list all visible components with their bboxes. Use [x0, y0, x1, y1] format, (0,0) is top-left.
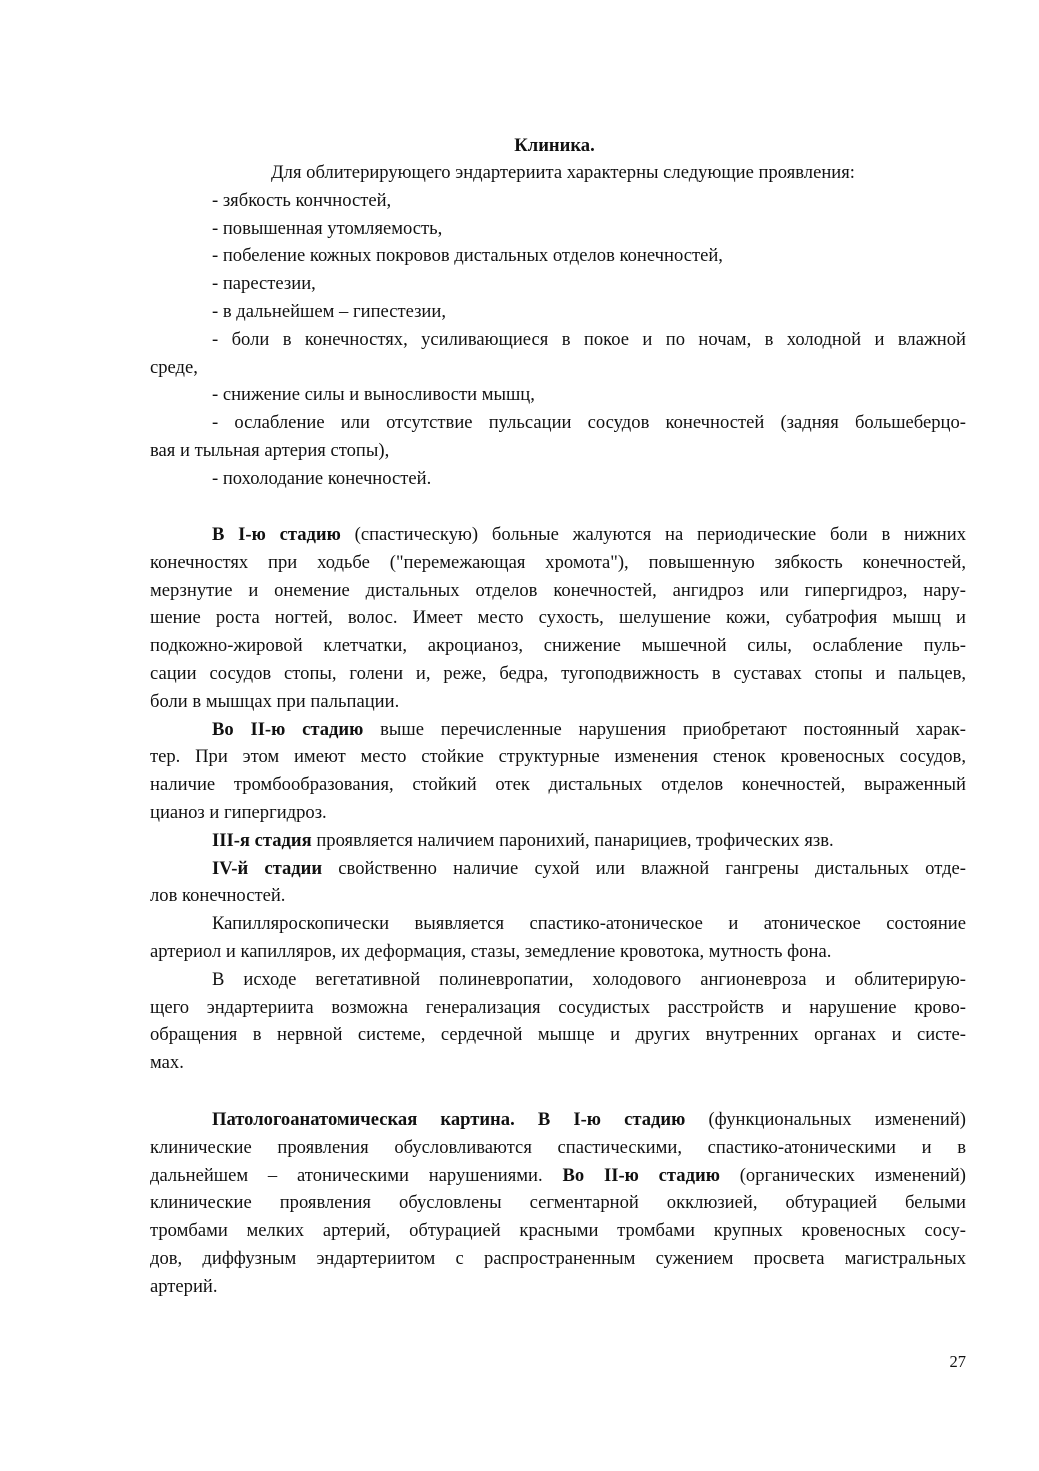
paragraph-line: цианоз и гипергидроз.: [150, 801, 327, 823]
paragraph-line: дальнейшем – атоническими нарушениями. Во II-ю стадию (органических изменений): [150, 1164, 967, 1186]
paragraph-line: подкожно-жировой клетчатки, акроцианоз, снижение мышечной силы, ослабление пуль-: [150, 635, 966, 657]
stage4-paragraph-start: IV-й стадии свойственно наличие сухой или влажной гангрены дистальных отде-: [212, 857, 966, 879]
stages-block: [150, 521, 966, 1077]
list-item: - ослабление или отсутствие пульсации сосудов конечностей (задняя большеберцо-: [212, 412, 966, 434]
paragraph-line: мах.: [150, 1052, 184, 1074]
paragraph-line: тер. При этом имеют место стойкие структурные изменения стенок кровеносных сосудов,: [150, 746, 966, 768]
paragraph-line: боли в мышцах при пальпации.: [150, 690, 400, 712]
capillaroscopy-paragraph: Капилляроскопически выявляется спастико-атоническое и атоническое состояние: [212, 913, 966, 935]
list-item: - боли в конечностях, усиливающиеся в покое и по ночам, в холодной и влажной: [212, 328, 966, 350]
paragraph-line: артерий.: [150, 1275, 218, 1297]
list-item: - снижение силы и выносливости мышц,: [212, 384, 535, 406]
list-item: - побеление кожных покровов дистальных отделов конечностей,: [212, 245, 723, 267]
page-number: 27: [949, 1352, 966, 1371]
list-item-continuation: среде,: [150, 356, 198, 378]
paragraph-line: мерзнутие и онемение дистальных отделов конечностей, ангидроз или гипергидроз, нару-: [150, 579, 966, 601]
outcome-paragraph: В исходе вегетативной полиневропатии, холодового ангионевроза и облитерирую-: [212, 968, 966, 990]
paragraph-line: обращения в нервной системе, сердечной мышце и других внутренних органах и систе-: [150, 1024, 966, 1046]
list-item: - повышенная утомляемость,: [212, 217, 443, 239]
stage1-paragraph-start: В I-ю стадию (спастическую) больные жалуются на периодические боли в нижних: [212, 524, 966, 545]
pathology-heading: Патологоанатомическая картина. В I-ю стадию: [212, 1109, 686, 1130]
paragraph-line: лов конечностей.: [150, 885, 286, 907]
paragraph-line: тромбами мелких артерий, обтурацией красными тромбами крупных кровеносных сосу-: [150, 1220, 966, 1242]
pathology-paragraph-start: Патологоанатомическая картина. В I-ю стадию (функциональных изменений): [212, 1109, 966, 1130]
pathology-block: [150, 1106, 966, 1301]
paragraph-line: наличие тромбообразования, стойкий отек дистальных отделов конечностей, выраженный: [150, 774, 966, 796]
pathology-stage2-heading: Во II-ю стадию: [562, 1164, 720, 1186]
list-item: - похолодание конечностей.: [212, 467, 432, 489]
paragraph-line: клинические проявления обусловлены сегментарной окклюзией, обтурацией белыми: [150, 1192, 966, 1214]
list-item-continuation: вая и тыльная артерия стопы),: [150, 439, 390, 461]
paragraph-line: клинические проявления обусловливаются спастическими, спастико-атоническими и в: [150, 1136, 966, 1158]
paragraph-line: дов, диффузным эндартериитом с распространенным сужением просвета магистральных: [150, 1247, 966, 1269]
stage1-heading: В I-ю стадию: [212, 524, 341, 545]
stage4-heading: IV-й стадии: [212, 857, 323, 879]
intro-text: Для облитерирующего эндартериита характерны следующие проявления:: [271, 162, 855, 183]
list-item: - парестезии,: [212, 273, 316, 295]
section-title: Клиника.: [514, 135, 595, 156]
paragraph-line: конечностях при ходьбе ("перемежающая хромота"), повышенную зябкость конечностей,: [150, 551, 966, 573]
paragraph-line: щего эндартериита возможна генерализация сосудистых расстройств и нарушение крово-: [150, 996, 966, 1018]
paragraph-line: артериол и капилляров, их деформация, стазы, земедление кровотока, мутность фона.: [150, 940, 832, 962]
paragraph-line: сации сосудов стопы, голени и, реже, бедра, тугоподвижность в суставах стопы и пальцев,: [150, 662, 966, 684]
paragraph-line: шение роста ногтей, волос. Имеет место сухость, шелушение кожи, субатрофия мышц и: [150, 607, 966, 629]
stage2-paragraph-start: Во II-ю стадию выше перечисленные нарушения приобретают постоянный харак-: [212, 718, 966, 740]
stage3-paragraph: III-я стадия проявляется наличием паронихий, панарициев, трофических язв.: [212, 829, 834, 851]
stage3-heading: III-я стадия: [212, 829, 312, 851]
list-item: - в дальнейшем – гипестезии,: [212, 300, 446, 322]
symptoms-block: [150, 159, 966, 493]
stage2-heading: Во II-ю стадию: [212, 718, 364, 740]
list-item: - зябкость кончностей,: [212, 189, 392, 211]
